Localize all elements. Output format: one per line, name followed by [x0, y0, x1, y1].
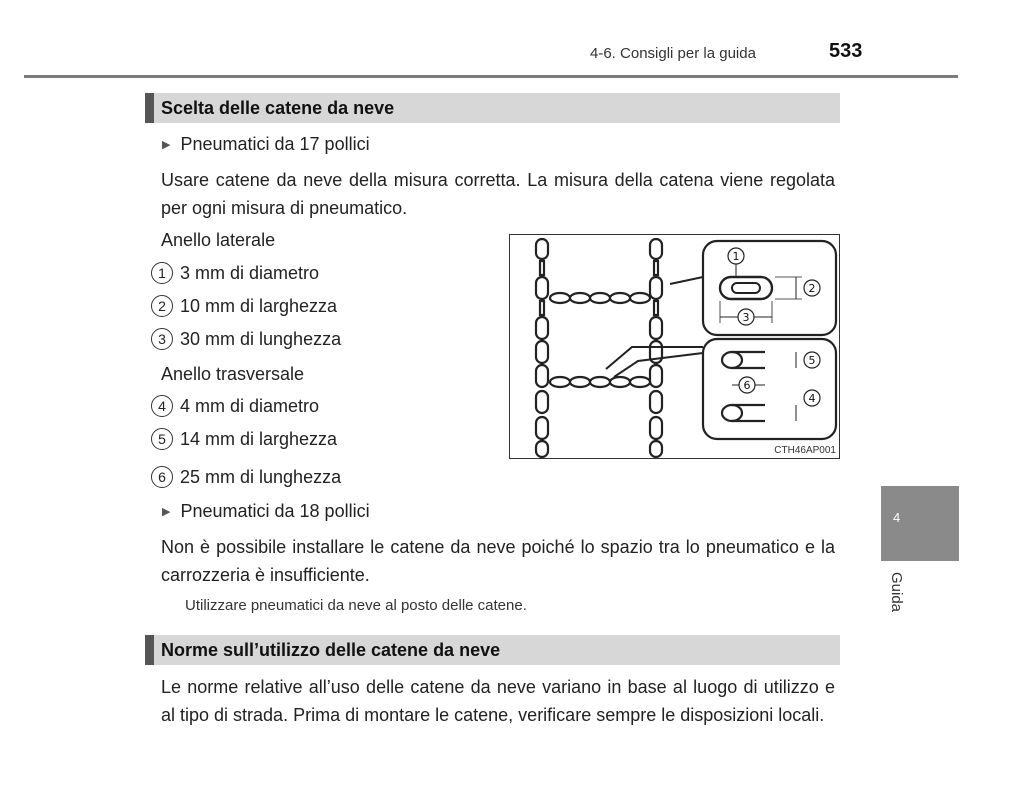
chapter-number: 4	[893, 510, 901, 525]
callout-label-4: 4	[808, 392, 816, 405]
spec-item-3-text: 30 mm di lunghezza	[180, 329, 342, 349]
intro-paragraph: Usare catene da neve della misura corretta. La misura della catena viene regolata per ogni misura di pneumatico.	[161, 170, 835, 218]
rules-paragraph: Le norme relative all’uso delle catene da neve variano in base al luogo di utilizzo e al tipo di strada. Prima di montare le catene, verificare sempre le disposizioni locali.	[161, 677, 835, 725]
spec-item-6-text: 25 mm di lunghezza	[180, 467, 342, 487]
header-divider	[24, 75, 958, 78]
spec-item-5	[151, 428, 337, 450]
bullet-17-inch	[162, 134, 370, 155]
spec-item-2	[151, 295, 337, 317]
spec-item-1-text: 3 mm di diametro	[180, 263, 320, 283]
callout-label-1: 1	[732, 250, 740, 263]
spec-item-2-text: 10 mm di larghezza	[180, 296, 338, 316]
spec-item-1	[151, 262, 319, 284]
snow-chain-diagram	[509, 234, 840, 459]
side-ring-label: Anello laterale	[161, 230, 276, 250]
triangle-bullet-icon: ▶	[162, 139, 171, 151]
chain-illustration	[510, 235, 839, 458]
bullet-18-inch-text: Pneumatici da 18 pollici	[180, 501, 370, 521]
running-header: 4-6. Consigli per la guida	[590, 45, 756, 62]
spec-item-3	[151, 328, 341, 350]
callout-label-3: 3	[742, 311, 750, 324]
circled-number-6: 6	[151, 466, 173, 488]
circled-number-2: 2	[151, 295, 173, 317]
chapter-tab[interactable]	[881, 486, 959, 561]
section-heading-chain-rules: Norme sull’utilizzo delle catene da neve	[145, 635, 840, 665]
figure-code: CTH46AP001	[774, 445, 836, 456]
cross-ring-label: Anello trasversale	[161, 364, 305, 384]
section-heading-snow-chains: Scelta delle catene da neve	[145, 93, 840, 123]
circled-number-5: 5	[151, 428, 173, 450]
page-number: 533	[829, 40, 863, 62]
note-text: Utilizzare pneumatici da neve al posto delle catene.	[185, 597, 527, 614]
triangle-bullet-icon: ▶	[162, 506, 171, 518]
callout-label-2: 2	[808, 282, 816, 295]
spec-item-6	[151, 466, 341, 488]
callout-label-5: 5	[808, 354, 816, 367]
callout-label-6: 6	[743, 379, 751, 392]
circled-number-1: 1	[151, 262, 173, 284]
chapter-label: Guida	[888, 572, 905, 613]
bullet-18-inch	[162, 501, 370, 522]
spec-item-5-text: 14 mm di larghezza	[180, 429, 338, 449]
spec-item-4	[151, 395, 319, 417]
circled-number-3: 3	[151, 328, 173, 350]
circled-number-4: 4	[151, 395, 173, 417]
spec-item-4-text: 4 mm di diametro	[180, 396, 320, 416]
bullet-17-inch-text: Pneumatici da 17 pollici	[180, 134, 370, 154]
paragraph-18-inch: Non è possibile installare le catene da neve poiché lo spazio tra lo pneumatico e la carrozzeria è insufficiente.	[161, 537, 835, 585]
